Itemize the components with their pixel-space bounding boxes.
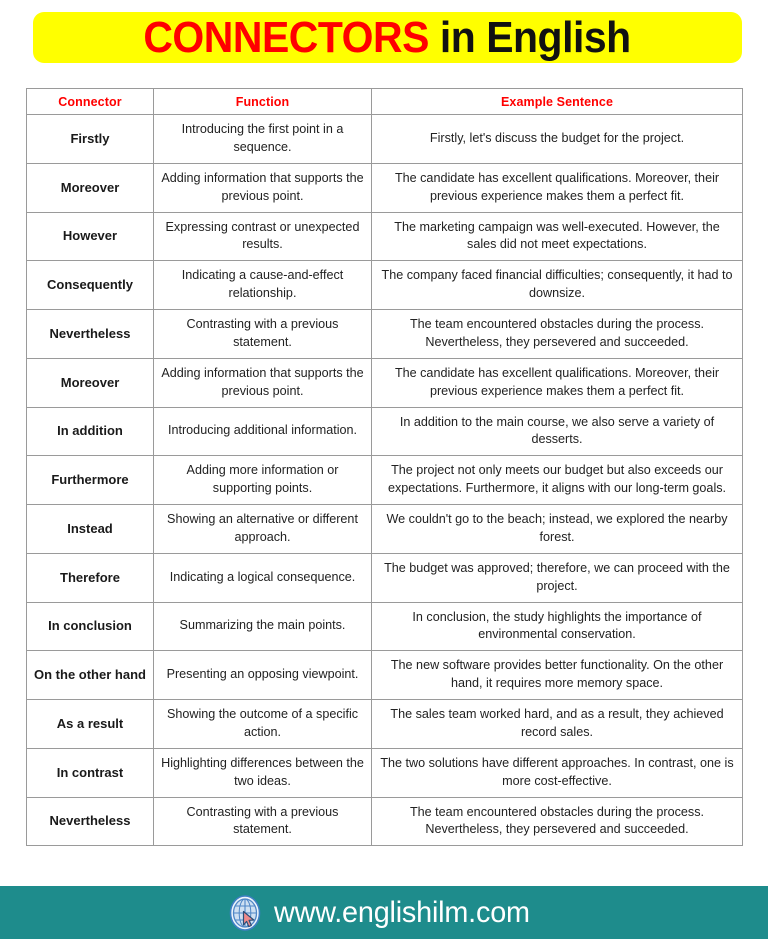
cell-example: In addition to the main course, we also serve a variety of desserts. — [372, 407, 743, 456]
cell-function: Showing an alternative or different approach. — [154, 505, 372, 554]
cell-example: Firstly, let's discuss the budget for the project. — [372, 115, 743, 164]
table-header — [27, 89, 743, 115]
cell-example: The team encountered obstacles during the process. Nevertheless, they persevered and succeeded. — [372, 797, 743, 846]
cell-example: In conclusion, the study highlights the importance of environmental conservation. — [372, 602, 743, 651]
cell-example: We couldn't go to the beach; instead, we explored the nearby forest. — [372, 505, 743, 554]
table-row — [27, 700, 743, 749]
cell-connector: In addition — [27, 407, 154, 456]
cell-function: Contrasting with a previous statement. — [154, 310, 372, 359]
cell-function: Adding information that supports the previous point. — [154, 358, 372, 407]
cell-function: Adding more information or supporting points. — [154, 456, 372, 505]
cell-connector: Nevertheless — [27, 310, 154, 359]
cell-connector: Firstly — [27, 115, 154, 164]
table-row — [27, 797, 743, 846]
cell-connector: Moreover — [27, 358, 154, 407]
table-row — [27, 358, 743, 407]
table-row — [27, 115, 743, 164]
cell-connector: In conclusion — [27, 602, 154, 651]
cell-connector: Instead — [27, 505, 154, 554]
footer-bar — [0, 886, 768, 939]
cell-example: The candidate has excellent qualifications. Moreover, their previous experience makes them a perfect fit. — [372, 163, 743, 212]
table-row — [27, 456, 743, 505]
table-row — [27, 602, 743, 651]
cell-function: Contrasting with a previous statement. — [154, 797, 372, 846]
footer-website-url[interactable]: www.englishilm.com — [273, 895, 530, 929]
table-row — [27, 163, 743, 212]
cell-connector: Therefore — [27, 553, 154, 602]
connectors-table — [26, 88, 743, 846]
page-title — [143, 12, 632, 62]
cell-function: Indicating a logical consequence. — [154, 553, 372, 602]
page-title-sub: in English — [429, 12, 632, 62]
cell-example: The company faced financial difficulties; consequently, it had to downsize. — [372, 261, 743, 310]
column-header-connector: Connector — [27, 89, 154, 115]
cell-example: The candidate has excellent qualifications. Moreover, their previous experience makes them a perfect fit. — [372, 358, 743, 407]
column-header-function: Function — [154, 89, 372, 115]
cell-example: The team encountered obstacles during the process. Nevertheless, they persevered and succeeded. — [372, 310, 743, 359]
table-row — [27, 407, 743, 456]
cell-connector: Moreover — [27, 163, 154, 212]
table-row — [27, 505, 743, 554]
table-row — [27, 212, 743, 261]
cell-function: Indicating a cause-and-effect relationship. — [154, 261, 372, 310]
cell-example: The two solutions have different approaches. In contrast, one is more cost-effective. — [372, 748, 743, 797]
table-row — [27, 651, 743, 700]
column-header-example: Example Sentence — [372, 89, 743, 115]
cell-connector: As a result — [27, 700, 154, 749]
cell-function: Showing the outcome of a specific action. — [154, 700, 372, 749]
cell-example: The budget was approved; therefore, we can proceed with the project. — [372, 553, 743, 602]
cell-connector: Nevertheless — [27, 797, 154, 846]
cell-example: The new software provides better functionality. On the other hand, it requires more memory space. — [372, 651, 743, 700]
table-body — [27, 115, 743, 846]
table-row — [27, 748, 743, 797]
title-banner — [33, 12, 742, 63]
cell-function: Introducing additional information. — [154, 407, 372, 456]
cell-connector: On the other hand — [27, 651, 154, 700]
table-header-row — [27, 89, 743, 115]
table-row — [27, 310, 743, 359]
cell-function: Summarizing the main points. — [154, 602, 372, 651]
page-title-main: CONNECTORS — [143, 12, 430, 62]
connectors-table-container — [26, 88, 742, 846]
cell-function: Expressing contrast or unexpected results. — [154, 212, 372, 261]
cell-function: Presenting an opposing viewpoint. — [154, 651, 372, 700]
globe-cursor-icon — [228, 894, 262, 932]
cell-connector: Furthermore — [27, 456, 154, 505]
cell-example: The sales team worked hard, and as a result, they achieved record sales. — [372, 700, 743, 749]
cell-connector: Consequently — [27, 261, 154, 310]
cell-example: The project not only meets our budget but also exceeds our expectations. Furthermore, it aligns with our long-term goals. — [372, 456, 743, 505]
table-row — [27, 261, 743, 310]
cell-example: The marketing campaign was well-executed. However, the sales did not meet expectations. — [372, 212, 743, 261]
cell-connector: However — [27, 212, 154, 261]
cell-function: Highlighting differences between the two ideas. — [154, 748, 372, 797]
cell-connector: In contrast — [27, 748, 154, 797]
cell-function: Adding information that supports the previous point. — [154, 163, 372, 212]
table-row — [27, 553, 743, 602]
cell-function: Introducing the first point in a sequence. — [154, 115, 372, 164]
